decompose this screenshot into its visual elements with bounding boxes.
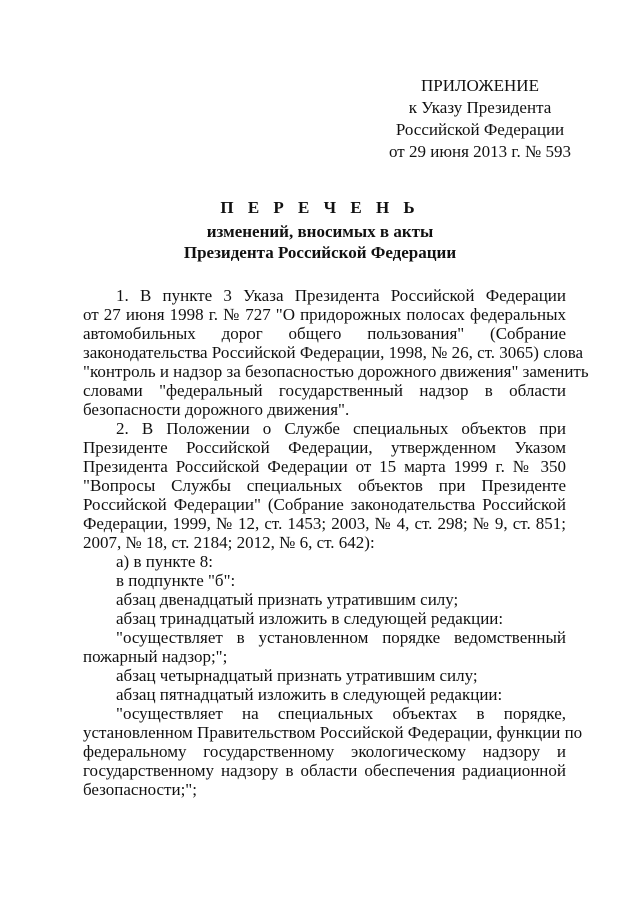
body-line: "Вопросы Службы специальных объектов при Президенте <box>83 476 566 495</box>
body-line: абзац тринадцатый изложить в следующей редакции: <box>116 609 504 628</box>
body-line: 2. В Положении о Службе специальных объектов при <box>116 419 566 438</box>
body-line: безопасности;"; <box>83 780 197 799</box>
subtitle-line-2: Президента Российской Федерации <box>183 243 457 262</box>
body-line: установленном Правительством Российской Федерации, функции по <box>83 723 583 742</box>
appendix-label: ПРИЛОЖЕНИЕ <box>421 76 539 95</box>
body-line: абзац пятнадцатый изложить в следующей редакции: <box>116 685 503 704</box>
body-line: абзац двенадцатый признать утратившим силу; <box>116 590 459 609</box>
body-line: автомобильных дорог общего пользования" (Собрание <box>83 324 566 343</box>
appendix-date-line: от 29 июня 2013 г. № 593 <box>389 142 571 161</box>
body-line: "контроль и надзор за безопасностью дорожного движения" заменить <box>83 362 589 381</box>
body-line: "осуществляет в установленном порядке ведомственный <box>116 628 566 647</box>
body-line: от 27 июня 1998 г. № 727 "О придорожных полосах федеральных <box>83 305 566 324</box>
body-line: 1. В пункте 3 Указа Президента Российской Федерации <box>116 286 566 305</box>
body-line: федеральному государственному экологическому надзору и <box>83 742 566 761</box>
body-line: абзац четырнадцатый признать утратившим силу; <box>116 666 478 685</box>
body-line: "осуществляет на специальных объектах в порядке, <box>116 704 566 723</box>
body-line: Федерации, 1999, № 12, ст. 1453; 2003, № 4, ст. 298; № 9, ст. 851; <box>83 514 566 533</box>
appendix-header <box>380 75 580 163</box>
body-line: а) в пункте 8: <box>116 552 213 571</box>
body-line: словами "федеральный государственный надзор в области <box>83 381 566 400</box>
body-line: законодательства Российской Федерации, 1998, № 26, ст. 3065) слова <box>83 343 584 362</box>
body-line: пожарный надзор;"; <box>83 647 228 666</box>
appendix-decree-line: к Указу Президента <box>408 98 552 117</box>
body-line: Президента Российской Федерации от 15 марта 1999 г. № 350 <box>83 457 566 476</box>
subtitle-line-1: изменений, вносимых в акты <box>206 222 434 241</box>
document-title: П Е Р Е Ч Е Н Ь <box>220 198 420 217</box>
body-line: 2007, № 18, ст. 2184; 2012, № 6, ст. 642): <box>83 533 375 552</box>
body-line: Президенте Российской Федерации, утвержденном Указом <box>83 438 566 457</box>
body-line: безопасности дорожного движения". <box>83 400 350 419</box>
document-body <box>83 286 589 799</box>
body-line: государственному надзору в области обеспечения радиационной <box>83 761 566 780</box>
appendix-country-line: Российской Федерации <box>395 120 565 139</box>
body-line: Российской Федерации" (Собрание законодательства Российской <box>83 495 566 514</box>
body-line: в подпункте "б": <box>116 571 236 590</box>
document-subtitle <box>0 221 640 263</box>
